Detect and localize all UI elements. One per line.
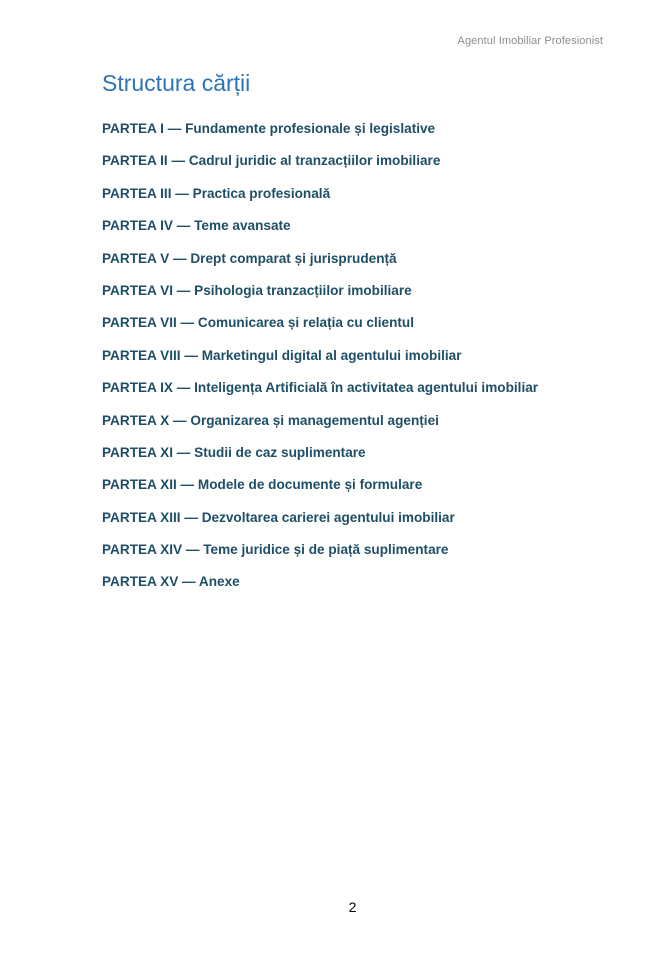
list-item: PARTEA XV — Anexe [102, 574, 240, 590]
list-item: PARTEA II — Cadrul juridic al tranzacțiilor imobiliare [102, 153, 441, 169]
running-header: Agentul Imobiliar Profesionist [457, 35, 603, 47]
list-item: PARTEA IV — Teme avansate [102, 218, 291, 234]
list-item: PARTEA XI — Studii de caz suplimentare [102, 444, 366, 460]
list-item: PARTEA XIV — Teme juridice și de piață suplimentare [102, 542, 449, 558]
list-item: PARTEA I — Fundamente profesionale și legislative [102, 121, 436, 136]
page-title: Structura cărții [102, 70, 251, 96]
page-number: 2 [348, 899, 357, 915]
list-item: PARTEA XIII — Dezvoltarea carierei agentului imobiliar [102, 509, 455, 525]
list-item: PARTEA III — Practica profesională [102, 185, 331, 201]
list-item: PARTEA XII — Modele de documente și formulare [102, 477, 423, 493]
list-item: PARTEA IX — Inteligența Artificială în activitatea agentului imobiliar [102, 380, 539, 396]
list-item: PARTEA V — Drept comparat și jurisprudență [102, 250, 397, 266]
parts-list [102, 119, 538, 605]
list-item: PARTEA VIII — Marketingul digital al agentului imobiliar [102, 347, 462, 363]
list-item: PARTEA X — Organizarea și managementul agenției [102, 412, 439, 428]
list-item: PARTEA VII — Comunicarea și relația cu clientul [102, 315, 414, 331]
list-item: PARTEA VI — Psihologia tranzacțiilor imobiliare [102, 282, 412, 298]
